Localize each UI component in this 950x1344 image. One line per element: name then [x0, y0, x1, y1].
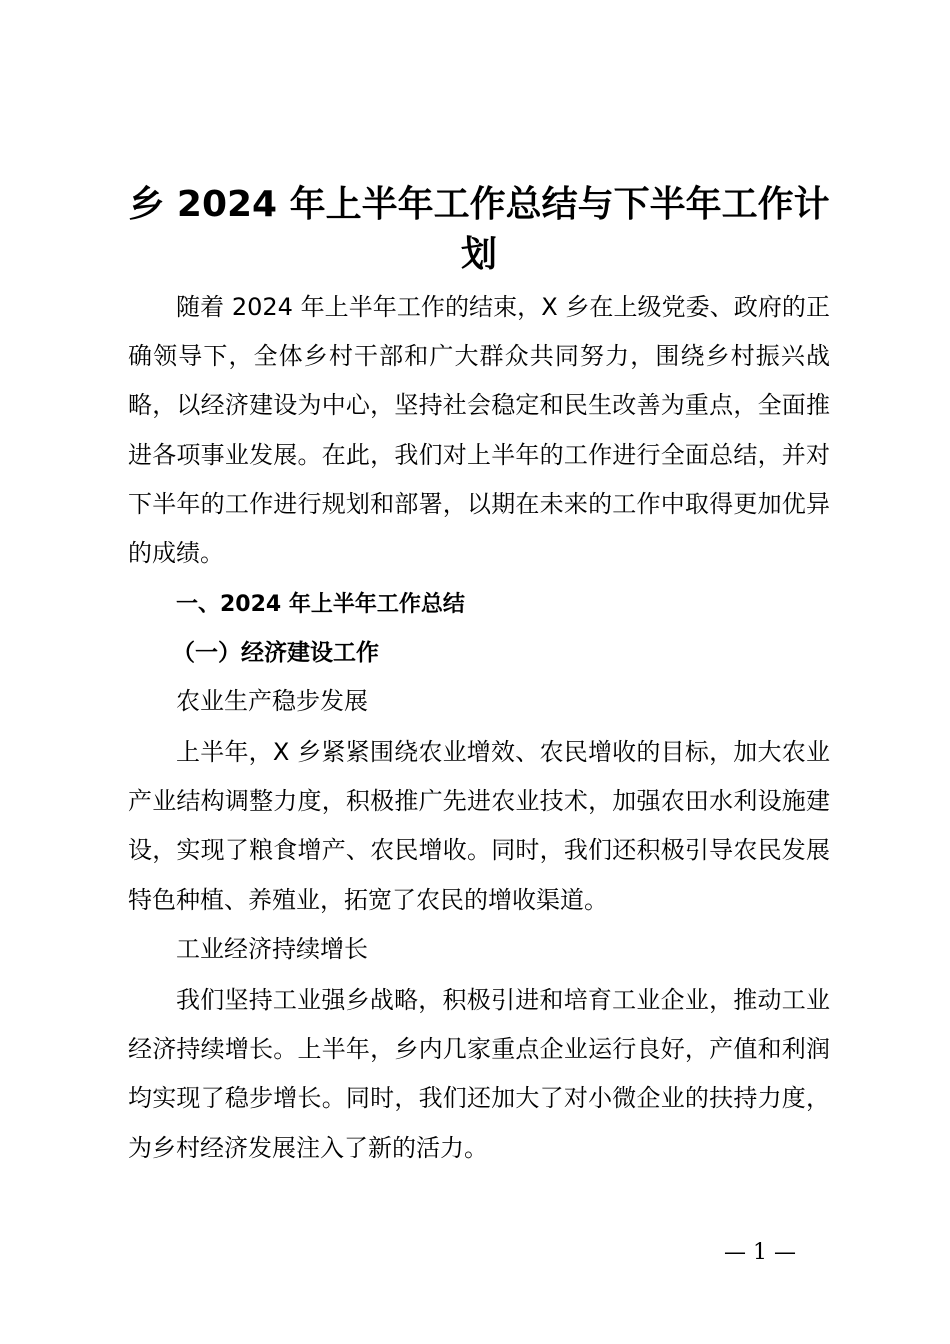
topic-heading-agriculture: 农业生产稳步发展 — [176, 687, 368, 715]
section-heading: 一、2024 年上半年工作总结 — [176, 592, 465, 617]
topic-heading-industry: 工业经济持续增长 — [176, 935, 368, 963]
subsection-heading: （一）经济建设工作 — [172, 640, 379, 666]
page-number: — 1 — — [724, 1240, 796, 1265]
topic-body-industry: 我们坚持工业强乡战略，积极引进和培育工业企业，推动工业经济持续增长。上半年，乡内几家重点企业运行良好，产值和利润均实现了稳步增长。同时，我们还加大了对小微企业的扶持力度，为乡村经济发展注入了新的活力。 — [128, 986, 830, 1162]
topic-body-agriculture: 上半年，X 乡紧紧围绕农业增效、农民增收的目标，加大农业产业结构调整力度，积极推广先进农业技术，加强农田水利设施建设，实现了粮食增产、农民增收。同时，我们还积极引导农民发展特色种植、养殖业，拓宽了农民的增收渠道。 — [128, 738, 830, 914]
intro-paragraph: 随着 2024 年上半年工作的结束，X 乡在上级党委、政府的正确领导下，全体乡村干部和广大群众共同努力，围绕乡村振兴战略，以经济建设为中心，坚持社会稳定和民生改善为重点，全面推进各项事业发展。在此，我们对上半年的工作进行全面总结，并对下半年的工作进行规划和部署，以期在未来的工作中取得更加优异的成绩。 — [128, 293, 830, 568]
document-title: 乡 2024 年上半年工作总结与下半年工作计划 — [128, 184, 830, 275]
